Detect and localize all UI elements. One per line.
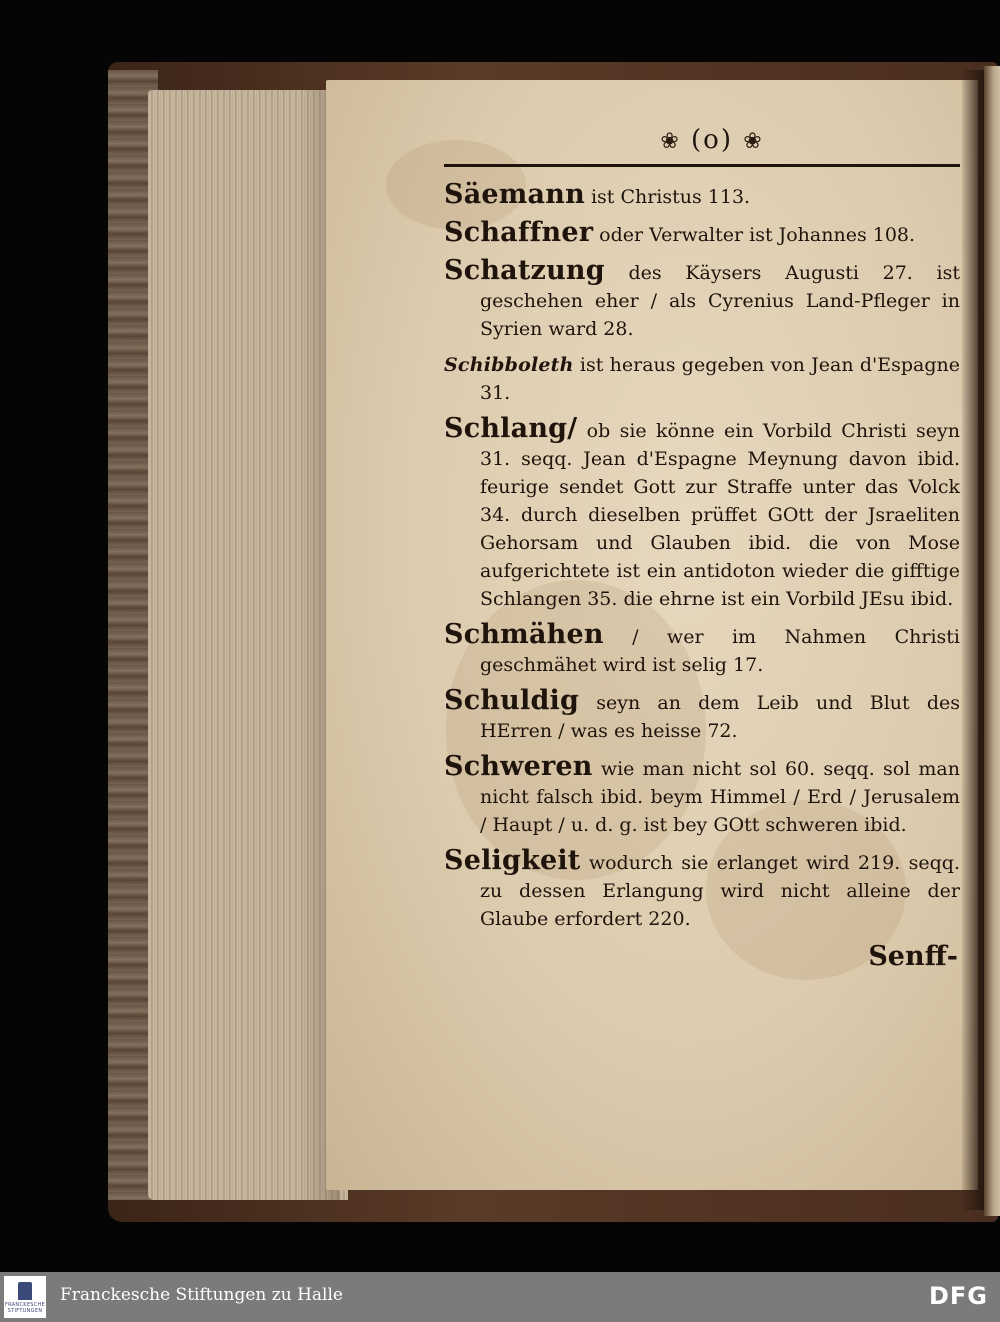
entry-head: Schatzung [444,255,605,286]
entry-head: Schuldig [444,685,580,716]
page-mark: (o) [691,125,733,155]
index-entry [444,687,960,745]
index-entry [444,257,960,343]
page-header [444,120,960,160]
entry-head: Schaffner [444,217,594,248]
index-text [444,120,960,972]
entry-head: Schweren [444,751,593,782]
catchword: Senff- [868,941,958,972]
entry-text: seyn an dem Leib und Blut des HErren / was es heisse 72. [480,692,960,742]
dfg-logo[interactable]: DFG [928,1282,988,1310]
entry-text: wodurch sie erlanget wird 219. seqq. zu dessen Erlangung wird nicht alleine der Glaube erfordert 220. [480,852,960,930]
facing-page-edge [984,66,1000,1216]
flower-ornament-icon: ❀ [743,129,764,154]
entry-text: / wer im Nahmen Christi geschmähet wird ist selig 17. [480,626,960,676]
index-entry [444,753,960,839]
entry-head: Schibboleth [444,354,574,376]
viewer-footer [0,1272,1000,1322]
entry-head: Seligkeit [444,845,581,876]
index-entry [444,181,960,211]
entry-head: Säemann [444,179,585,210]
entry-text: oder Verwalter ist Johannes 108. [593,224,916,246]
entry-text: ob sie könne ein Vorbild Christi seyn 31. seqq. Jean d'Espagne Meynung davon ibid. feurige sendet Gott zur Straffe unter das Volck 34. durch dieselben prüffet GOtt der Jsraeliten Gehorsam und Glauben ibid. die von Mose aufgerichtete ist ein antidoton wieder die gifftige Schlangen 35. die ehrne ist ein Vorbild JEsu ibid. [480,420,960,610]
index-entry [444,847,960,933]
institution-name: Franckesche Stiftungen zu Halle [60,1285,343,1305]
logo-label: FRANCKESCHE STIFTUNGEN [4,1302,46,1314]
institution-logo[interactable] [4,1276,46,1318]
entry-text: des Käysers Augusti 27. ist geschehen eher / als Cyrenius Land-Pfleger in Syrien ward 28. [480,262,960,340]
header-rule [444,164,960,167]
index-entry [444,415,960,613]
index-entry [444,219,960,249]
index-entry [444,621,960,679]
entry-text: wie man nicht sol 60. seqq. sol man nicht falsch ibid. beym Himmel / Erd / Jerusalem / Haupt / u. d. g. ist bey GOtt schweren ibid. [480,758,960,836]
entry-head: Schlang/ [444,413,578,444]
index-entry [444,351,960,407]
flower-ornament-icon: ❀ [660,129,681,154]
entry-text: ist Christus 113. [584,186,751,208]
entry-text: ist heraus gegeben von Jean d'Espagne 31. [480,354,960,404]
building-icon [18,1282,32,1300]
entry-head: Schmähen [444,619,604,650]
